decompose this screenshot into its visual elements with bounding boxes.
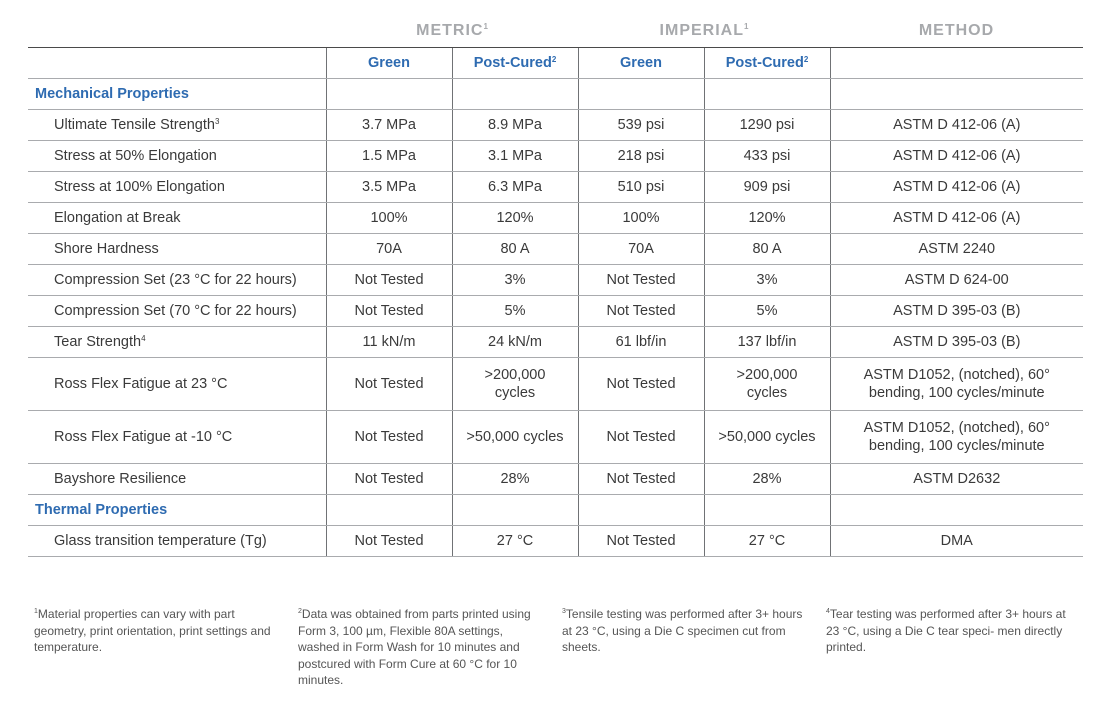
property-name: Elongation at Break: [28, 203, 326, 234]
footnote-4: $^4$Tear testing was performed after 3+ hours at 23 °C, using a Die C tear speci- men directly printed.: [826, 607, 1066, 654]
property-name: Tear Strength$^4$: [28, 327, 326, 358]
imperial-post-cured-value: >200,000 cycles: [704, 358, 830, 411]
method-value: ASTM D 412-06 (A): [830, 110, 1083, 141]
footnote-3: $^3$Tensile testing was performed after 3+ hours at 23 °C, using a Die C specimen cut from sheets.: [562, 607, 803, 654]
imperial-green-value: Not Tested: [578, 411, 704, 464]
imperial-green-value: Not Tested: [578, 464, 704, 495]
metric-post-cured-value: >50,000 cycles: [452, 411, 578, 464]
subheader-row: [28, 48, 1083, 79]
table-row: [28, 464, 1083, 495]
table-row: [28, 265, 1083, 296]
metric-green-value: 1.5 MPa: [326, 141, 452, 172]
metric-post-cured-value: 8.9 MPa: [452, 110, 578, 141]
method-value: ASTM D 412-06 (A): [830, 141, 1083, 172]
footnote-1: $^1$Material properties can vary with part geometry, print orientation, print settings and temperature.: [34, 607, 271, 654]
metric-post-cured-value: 6.3 MPa: [452, 172, 578, 203]
imperial-green-value: Not Tested: [578, 526, 704, 557]
imperial-post-cured-value: 27 °C: [704, 526, 830, 557]
imperial-green-value: 218 psi: [578, 141, 704, 172]
property-name: Ross Flex Fatigue at -10 °C: [28, 411, 326, 464]
metric-green-value: 3.7 MPa: [326, 110, 452, 141]
table-row: [28, 358, 1083, 411]
imperial-green-value: 510 psi: [578, 172, 704, 203]
imperial-post-cured-header: Post-Cured$^2$: [704, 48, 830, 79]
table-row: [28, 296, 1083, 327]
method-value: ASTM D 412-06 (A): [830, 203, 1083, 234]
table-row: [28, 234, 1083, 265]
imperial-green-value: 70A: [578, 234, 704, 265]
imperial-post-cured-value: 137 lbf/in: [704, 327, 830, 358]
section-title: Mechanical Properties: [28, 79, 326, 110]
metric-green-value: 11 kN/m: [326, 327, 452, 358]
table-row: [28, 172, 1083, 203]
table-row: [28, 411, 1083, 464]
metric-green-value: 3.5 MPa: [326, 172, 452, 203]
imperial-green-value: Not Tested: [578, 358, 704, 411]
imperial-green-value: Not Tested: [578, 296, 704, 327]
imperial-post-cured-value: 433 psi: [704, 141, 830, 172]
property-name: Bayshore Resilience: [28, 464, 326, 495]
method-group-header: METHOD: [918, 22, 995, 39]
metric-green-value: Not Tested: [326, 464, 452, 495]
table-row: [28, 203, 1083, 234]
imperial-post-cured-value: 120%: [704, 203, 830, 234]
property-name: Stress at 50% Elongation: [28, 141, 326, 172]
imperial-post-cured-value: 1290 psi: [704, 110, 830, 141]
table-row: [28, 110, 1083, 141]
metric-post-cured-value: 3.1 MPa: [452, 141, 578, 172]
section-row-thermal: [28, 495, 1083, 526]
imperial-group-header: IMPERIAL$^1$: [659, 22, 749, 39]
footnote-2: $^2$Data was obtained from parts printed using Form 3, 100 µm, Flexible 80A settings, washed in Form Wash for 10 minutes and postcured with Form Cure at 60 °C for 10 minutes.: [298, 607, 531, 687]
table-row: [28, 327, 1083, 358]
imperial-green-value: Not Tested: [578, 265, 704, 296]
property-name: Glass transition temperature (Tg): [28, 526, 326, 557]
property-name: Compression Set (70 °C for 22 hours): [28, 296, 326, 327]
method-value: ASTM D1052, (notched), 60° bending, 100 cycles/minute: [830, 411, 1083, 464]
metric-green-value: Not Tested: [326, 296, 452, 327]
imperial-post-cured-value: >50,000 cycles: [704, 411, 830, 464]
imperial-green-value: 61 lbf/in: [578, 327, 704, 358]
imperial-post-cured-value: 5%: [704, 296, 830, 327]
metric-post-cured-value: 27 °C: [452, 526, 578, 557]
imperial-post-cured-value: 3%: [704, 265, 830, 296]
section-row-mechanical: [28, 79, 1083, 110]
metric-green-header: Green: [326, 48, 452, 79]
metric-post-cured-header: Post-Cured$^2$: [452, 48, 578, 79]
metric-group-header: METRIC$^1$: [416, 22, 488, 39]
metric-green-value: Not Tested: [326, 265, 452, 296]
metric-post-cured-value: 80 A: [452, 234, 578, 265]
metric-green-value: Not Tested: [326, 526, 452, 557]
metric-green-value: 100%: [326, 203, 452, 234]
metric-post-cured-value: 5%: [452, 296, 578, 327]
property-name: Compression Set (23 °C for 22 hours): [28, 265, 326, 296]
method-value: ASTM D 395-03 (B): [830, 327, 1083, 358]
metric-post-cured-value: 3%: [452, 265, 578, 296]
properties-table: [28, 47, 1083, 557]
imperial-post-cured-value: 28%: [704, 464, 830, 495]
metric-post-cured-value: >200,000 cycles: [452, 358, 578, 411]
imperial-post-cured-value: 80 A: [704, 234, 830, 265]
metric-green-value: 70A: [326, 234, 452, 265]
metric-post-cured-value: 28%: [452, 464, 578, 495]
imperial-green-value: 100%: [578, 203, 704, 234]
table-row: [28, 526, 1083, 557]
property-name: Stress at 100% Elongation: [28, 172, 326, 203]
imperial-green-header: Green: [578, 48, 704, 79]
metric-post-cured-value: 24 kN/m: [452, 327, 578, 358]
property-name: Shore Hardness: [28, 234, 326, 265]
imperial-post-cured-value: 909 psi: [704, 172, 830, 203]
method-value: ASTM D 395-03 (B): [830, 296, 1083, 327]
metric-green-value: Not Tested: [326, 411, 452, 464]
property-name: Ultimate Tensile Strength$^3$: [28, 110, 326, 141]
method-value: ASTM D1052, (notched), 60° bending, 100 cycles/minute: [830, 358, 1083, 411]
method-value: ASTM 2240: [830, 234, 1083, 265]
table-row: [28, 141, 1083, 172]
method-value: ASTM D 624-00: [830, 265, 1083, 296]
imperial-green-value: 539 psi: [578, 110, 704, 141]
metric-green-value: Not Tested: [326, 358, 452, 411]
method-value: DMA: [830, 526, 1083, 557]
section-title: Thermal Properties: [28, 495, 326, 526]
method-value: ASTM D 412-06 (A): [830, 172, 1083, 203]
metric-post-cured-value: 120%: [452, 203, 578, 234]
method-value: ASTM D2632: [830, 464, 1083, 495]
property-name: Ross Flex Fatigue at 23 °C: [28, 358, 326, 411]
